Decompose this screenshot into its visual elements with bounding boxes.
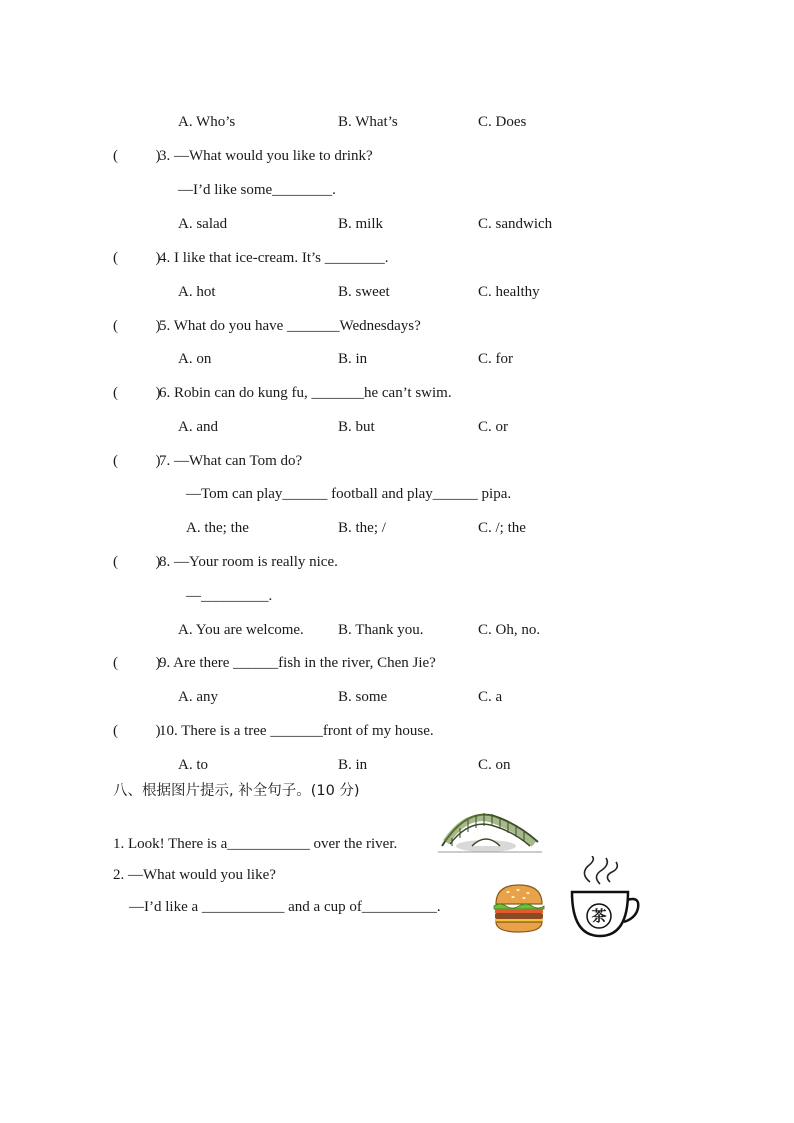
answer-blank: ( ) xyxy=(113,318,161,334)
option-b: B. milk xyxy=(338,216,384,232)
option-c: C. for xyxy=(478,351,513,367)
option-a: A. and xyxy=(178,419,218,435)
option-c: C. /; the xyxy=(478,520,526,536)
answer-blank: ( ) xyxy=(113,148,161,164)
option-c: C. a xyxy=(478,689,503,705)
question-stem: 9. Are there ______fish in the river, Chen Jie? xyxy=(159,655,436,671)
q2-option-a: A. Who’s xyxy=(178,114,236,130)
option-b: B. the; / xyxy=(338,520,386,536)
question-stem: 4. I like that ice-cream. It’s ________. xyxy=(159,250,389,266)
picture-item-2-answer: —I’d like a ___________ and a cup of__________. xyxy=(129,899,441,915)
answer-blank: ( ) xyxy=(113,250,161,266)
bridge-icon xyxy=(436,802,544,858)
tea-character: 茶 xyxy=(591,907,607,925)
option-b: B. Thank you. xyxy=(338,622,424,638)
option-a: A. You are welcome. xyxy=(178,622,304,638)
question-stem: 6. Robin can do kung fu, _______he can’t swim. xyxy=(159,385,452,401)
question-stem: 7. —What can Tom do? xyxy=(159,453,303,469)
option-a: A. hot xyxy=(178,284,216,300)
picture-item-2-question: 2. —What would you like? xyxy=(113,867,276,883)
answer-blank: ( ) xyxy=(113,385,161,401)
option-b: B. in xyxy=(338,757,368,773)
option-c: C. or xyxy=(478,419,508,435)
question-stem: 10. There is a tree _______front of my house. xyxy=(159,723,434,739)
answer-blank: ( ) xyxy=(113,453,161,469)
question-response: —_________. xyxy=(186,588,273,604)
option-b: B. but xyxy=(338,419,375,435)
section-heading: 八、根据图片提示, 补全句子。(10 分) xyxy=(113,783,360,799)
question-stem: 3. —What would you like to drink? xyxy=(159,148,373,164)
option-a: A. on xyxy=(178,351,212,367)
option-a: A. to xyxy=(178,757,208,773)
option-c: C. sandwich xyxy=(478,216,553,232)
tea-cup-icon xyxy=(566,856,642,938)
option-b: B. some xyxy=(338,689,388,705)
question-response: —Tom can play______ football and play______ pipa. xyxy=(186,486,512,502)
question-response: —I’d like some________. xyxy=(178,182,336,198)
question-stem: 8. —Your room is really nice. xyxy=(159,554,338,570)
answer-blank: ( ) xyxy=(113,723,161,739)
option-b: B. sweet xyxy=(338,284,390,300)
q2-option-c: C. Does xyxy=(478,114,527,130)
option-a: A. any xyxy=(178,689,218,705)
option-c: C. Oh, no. xyxy=(478,622,541,638)
option-a: A. salad xyxy=(178,216,228,232)
answer-blank: ( ) xyxy=(113,554,161,570)
answer-blank: ( ) xyxy=(113,655,161,671)
option-c: C. on xyxy=(478,757,511,773)
option-c: C. healthy xyxy=(478,284,540,300)
q2-option-b: B. What’s xyxy=(338,114,398,130)
picture-item-1: 1. Look! There is a___________ over the river. xyxy=(113,836,398,852)
option-a: A. the; the xyxy=(186,520,249,536)
hamburger-icon xyxy=(492,882,546,936)
option-b: B. in xyxy=(338,351,368,367)
question-stem: 5. What do you have _______Wednesdays? xyxy=(159,318,421,334)
